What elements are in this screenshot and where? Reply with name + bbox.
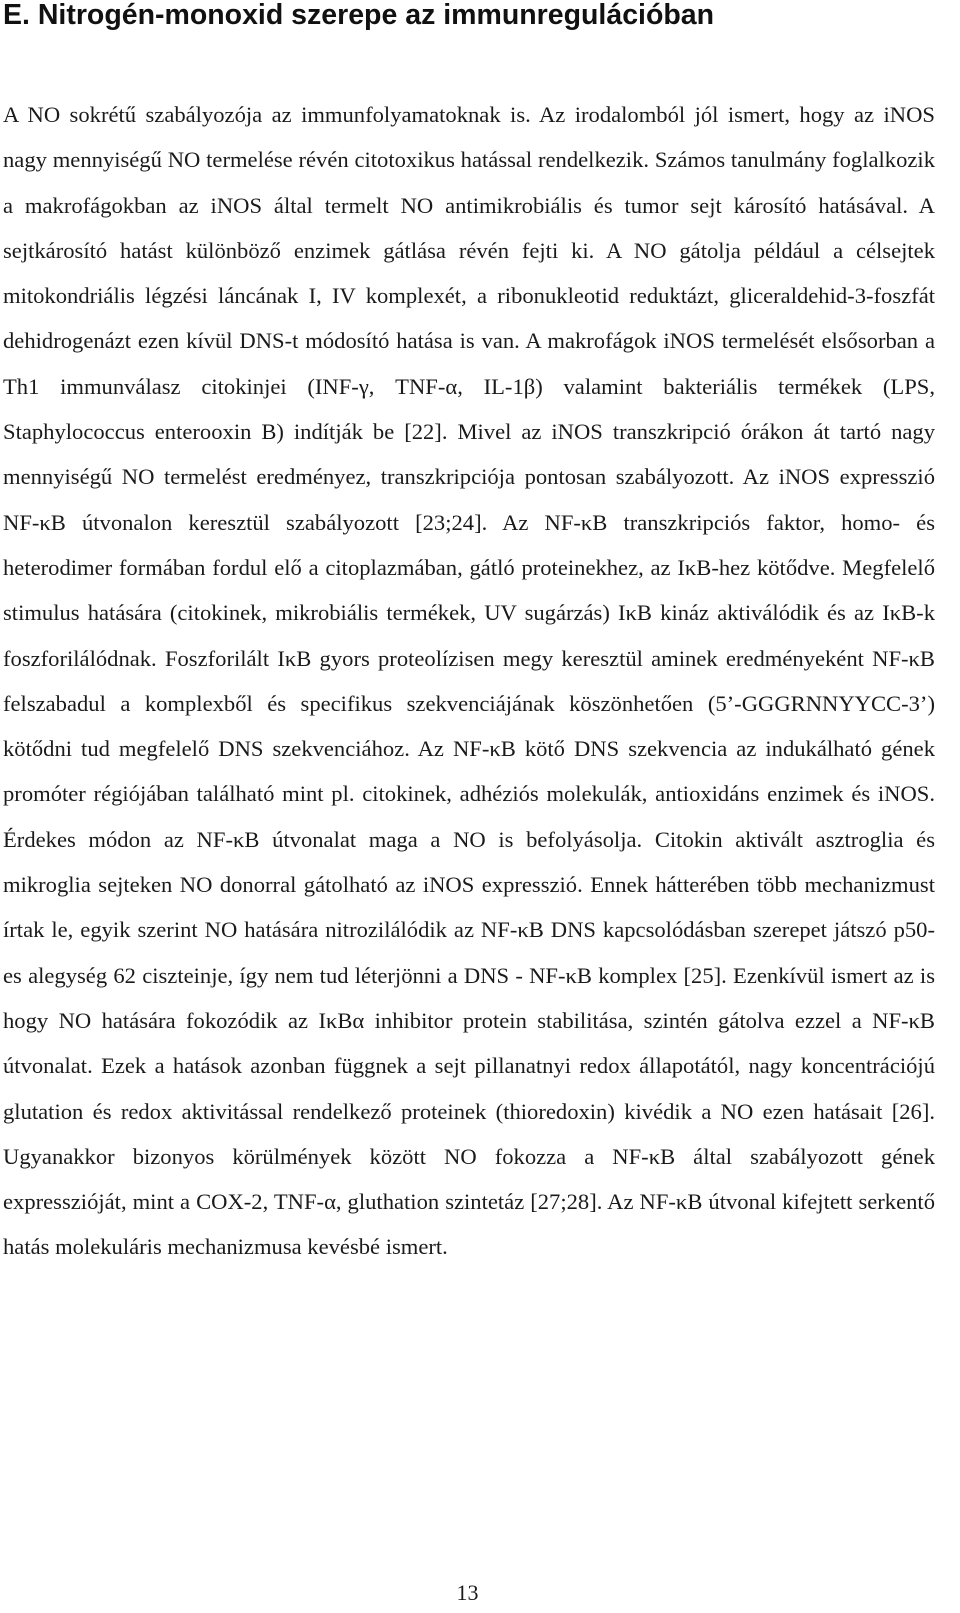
page-number: 13 <box>456 1580 479 1605</box>
section-title: E. Nitrogén-monoxid szerepe az immunregulációban <box>3 0 715 31</box>
body-paragraph: A NO sokrétű szabályozója az immunfolyamatoknak is. Az irodalomból jól ismert, hogy az iNOS nagy mennyiségű NO termelése révén citotoxikus hatással rendelkezik. Számos tanulmány foglalkozik a makrofágokban az iNOS által termelt NO antimikrobiális és tumor sejt károsító hatásával. A sejtkárosító hatást különböző enzimek gátlása révén fejti ki. A NO gátolja például a célsejtek mitokondriális légzési láncának I, IV komplexét, a ribonukleotid reduktázt, gliceraldehid-3-foszfát dehidrogenázt ezen kívül DNS-t módosító hatása is van. A makrofágok iNOS termelését elsősorban a Th1 immunválasz citokinjei (INF-γ, TNF-α, IL-1β) valamint bakteriális termékek (LPS, Staphylococcus enterooxin B) indítják be [22]. Mivel az iNOS transzkripció órákon át tartó nagy mennyiségű NO termelést eredményez, transzkripciója pontosan szabályozott. Az iNOS expresszió NF-κB útvonalon keresztül szabályozott [23;24]. Az NF-κB transzkripciós faktor, homo- és heterodimer formában fordul elő a citoplazmában, gátló proteinekhez, az IκB-hez kötődve. Megfelelő stimulus hatására (citokinek, mikrobiális termékek, UV sugárzás) IκB kináz aktiválódik és az IκB-k foszforilálódnak. Foszforilált IκB gyors proteolízisen megy keresztül aminek eredményeként NF-κB felszabadul a komplexből és specifikus szekvenciájának köszönhetően (5’-GGGRNNYYCC-3’) kötődni tud megfelelő DNS szekvenciához. Az NF-κB kötő DNS szekvencia az indukálható gének promóter régiójában található mint pl. citokinek, adhéziós molekulák, antioxidáns enzimek és iNOS. Érdekes módon az NF-κB útvonalat maga a NO is befolyásolja. Citokin aktivált asztroglia és mikroglia sejteken NO donorral gátolható az iNOS expresszió. Ennek hátterében több mechanizmust írtak le, egyik szerint NO hatására nitrozilálódik az NF-κB DNS kapcsolódásban szerepet játszó p50-es alegység 62 ciszteinje, így nem tud léterjönni a DNS - NF-κB komplex [25]. Ezenkívül ismert az is hogy NO hatására fokozódik az IκBα inhibitor protein stabilitása, szintén gátolva ezzel a NF-κB útvonalat. Ezek a hatások azonban függnek a sejt pillanatnyi redox állapotától, nagy koncentrációjú glutation és redox aktivitással rendelkező proteinek (thioredoxin) kivédik a NO ezen hatásait [26]. Ugyanakkor bizonyos körülmények között NO fokozza a NF-κB által szabályozott gének expresszióját, mint a COX-2, TNF-α, gluthation szintetáz [27;28]. Az NF-κB útvonal kifejtett serkentő hatás molekuláris mechanizmusa kevésbé ismert. <box>3 102 935 1260</box>
